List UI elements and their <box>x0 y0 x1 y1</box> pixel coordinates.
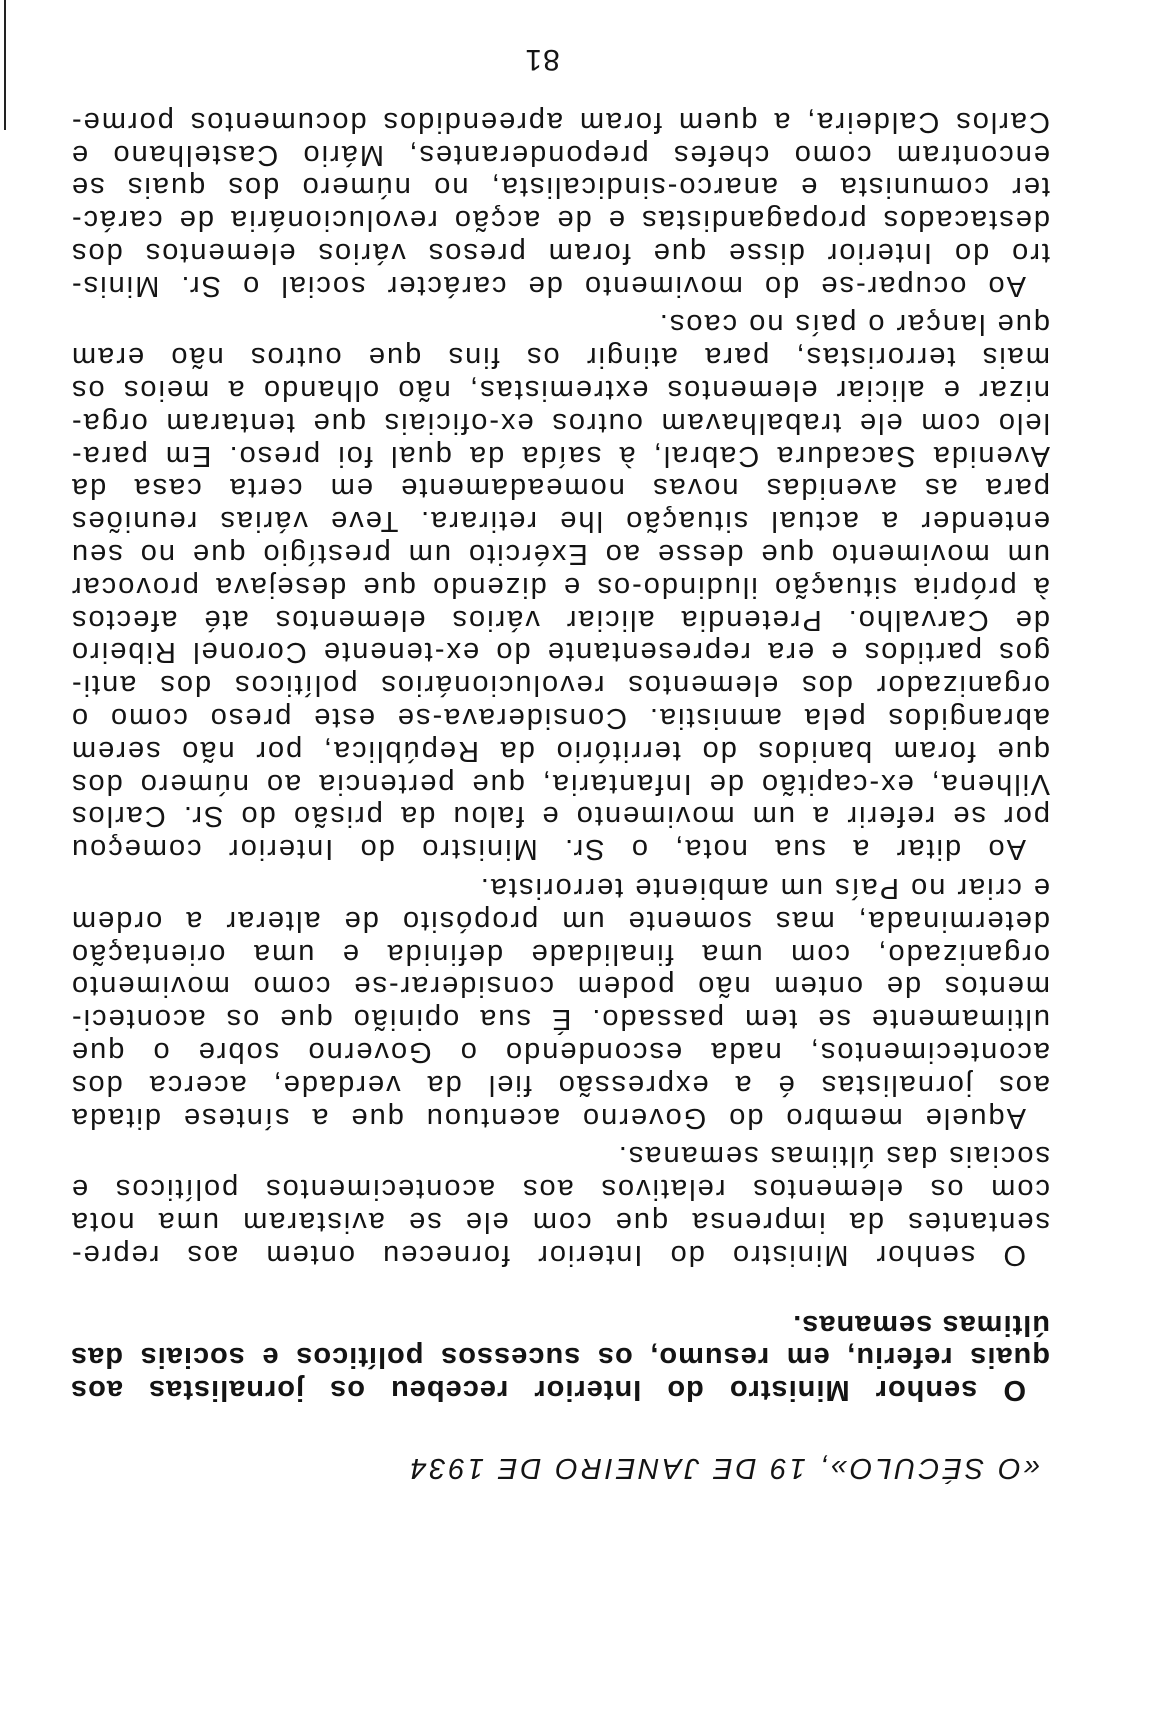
paragraph <box>70 308 1050 866</box>
text-line: determinada, mas somente um propósito de alterar a ordem <box>70 904 1050 937</box>
text-line: para as avenidas novas nomeadamente em certa casa da <box>70 472 1050 505</box>
text-line: destacados propagandistas e de acção revolucionária de carác- <box>70 204 1050 237</box>
scan-edge-line <box>4 0 6 130</box>
article-body <box>70 105 1050 1484</box>
text-line: Carlos Caldeira, a quem foram apreendidos documentos porme- <box>70 105 1050 138</box>
text-line: Avenida Sacadura Cabral, à saída da qual foi preso. Em para- <box>70 439 1050 472</box>
text-line: aos jornalistas é a expressão fiel da verdade, acerca dos <box>70 1068 1050 1101</box>
text-line: e criar no País um ambiente terrorista. <box>478 872 1050 905</box>
text-line: um movimento que desse ao Exército um prestígio que no seu <box>70 538 1050 571</box>
text-line: nizar e aliciar elementos extremistas, não olhando a meios os <box>70 374 1050 407</box>
paragraph <box>70 1140 1050 1271</box>
text-line: tro do Interior disse que foram presos vários elementos dos <box>70 236 1050 269</box>
text-line: ultimamente se tem passado. É sua opinião que os aconteci- <box>70 1003 1050 1036</box>
text-line: Vilhena, ex-capitão de Infantaria, que pertencia ao número dos <box>70 767 1050 800</box>
text-line: organizador dos elementos revolucionários políticos dos anti- <box>70 669 1050 702</box>
headline-line: últimas semanas. <box>792 1308 1050 1341</box>
text-line: lelo com ele trabalhavam outros ex-oficiais que tentaram orga- <box>70 406 1050 439</box>
text-line: Aquele membro do Governo acentuou que a síntese ditada <box>70 1101 1026 1134</box>
text-line: mentos de ontem não podem considerar-se como movimento <box>70 970 1050 1003</box>
text-line: Ao ditar a sua nota, o Sr. Ministro do Interior começou <box>70 833 1026 866</box>
text-line: com os elementos relativos aos acontecimentos políticos e <box>70 1173 1050 1206</box>
text-line: mais terroristas, para atingir os fins que outros não eram <box>70 341 1050 374</box>
text-line: à própria situação iludindo-os e dizendo que desejava provocar <box>70 570 1050 603</box>
text-line: acontecimentos, nada escondendo o Governo sobre o que <box>70 1036 1050 1069</box>
paragraph <box>70 105 1050 302</box>
text-line: abrangidos pela amnistia. Considerava-se este preso como o <box>70 702 1050 735</box>
text-line: que lançar o país no caos. <box>657 308 1050 341</box>
paragraph <box>70 871 1050 1133</box>
text-line: por se referir a um movimento e falou da prisão do Sr. Carlos <box>70 800 1050 833</box>
text-line: organizado, com uma finalidade definida e uma orientação <box>70 937 1050 970</box>
page-number: 81 <box>524 43 560 76</box>
text-line: sociais das últimas semanas. <box>616 1140 1050 1173</box>
text-line: Ao ocupar-se do movimento de carácter social o Sr. Minis- <box>70 269 1026 302</box>
text-line: de Carvalho. Pretendia aliciar vários elementos até afectos <box>70 603 1050 636</box>
text-line: que foram banidos do território da República, por não serem <box>70 734 1050 767</box>
text-line: sentantes da imprensa que com ele se avistaram uma nota <box>70 1206 1050 1239</box>
text-line: encontram como chefes preponderantes, Mário Castelhano e <box>70 138 1050 171</box>
headline-line: quais referiu, em resumo, os sucessos políticos e sociais das <box>70 1341 1050 1374</box>
text-line: O senhor Ministro do Interior forneceu ontem aos repre- <box>70 1238 1026 1271</box>
text-line: ter comunista e anarco-sindicalista, no número dos quais se <box>70 171 1050 204</box>
headline-line: O senhor Ministro do Interior recebeu os jornalistas aos <box>70 1374 1026 1407</box>
publication-header: «O SÉCULO», 19 DE JANEIRO DE 1934 <box>407 1452 1040 1484</box>
headline <box>70 1308 1050 1406</box>
text-line: entender a actual situação lhe retirara. Teve várias reuniões <box>70 505 1050 538</box>
text-line: gos partidos e era representante do ex-tenente Coronel Ribeiro <box>70 636 1050 669</box>
